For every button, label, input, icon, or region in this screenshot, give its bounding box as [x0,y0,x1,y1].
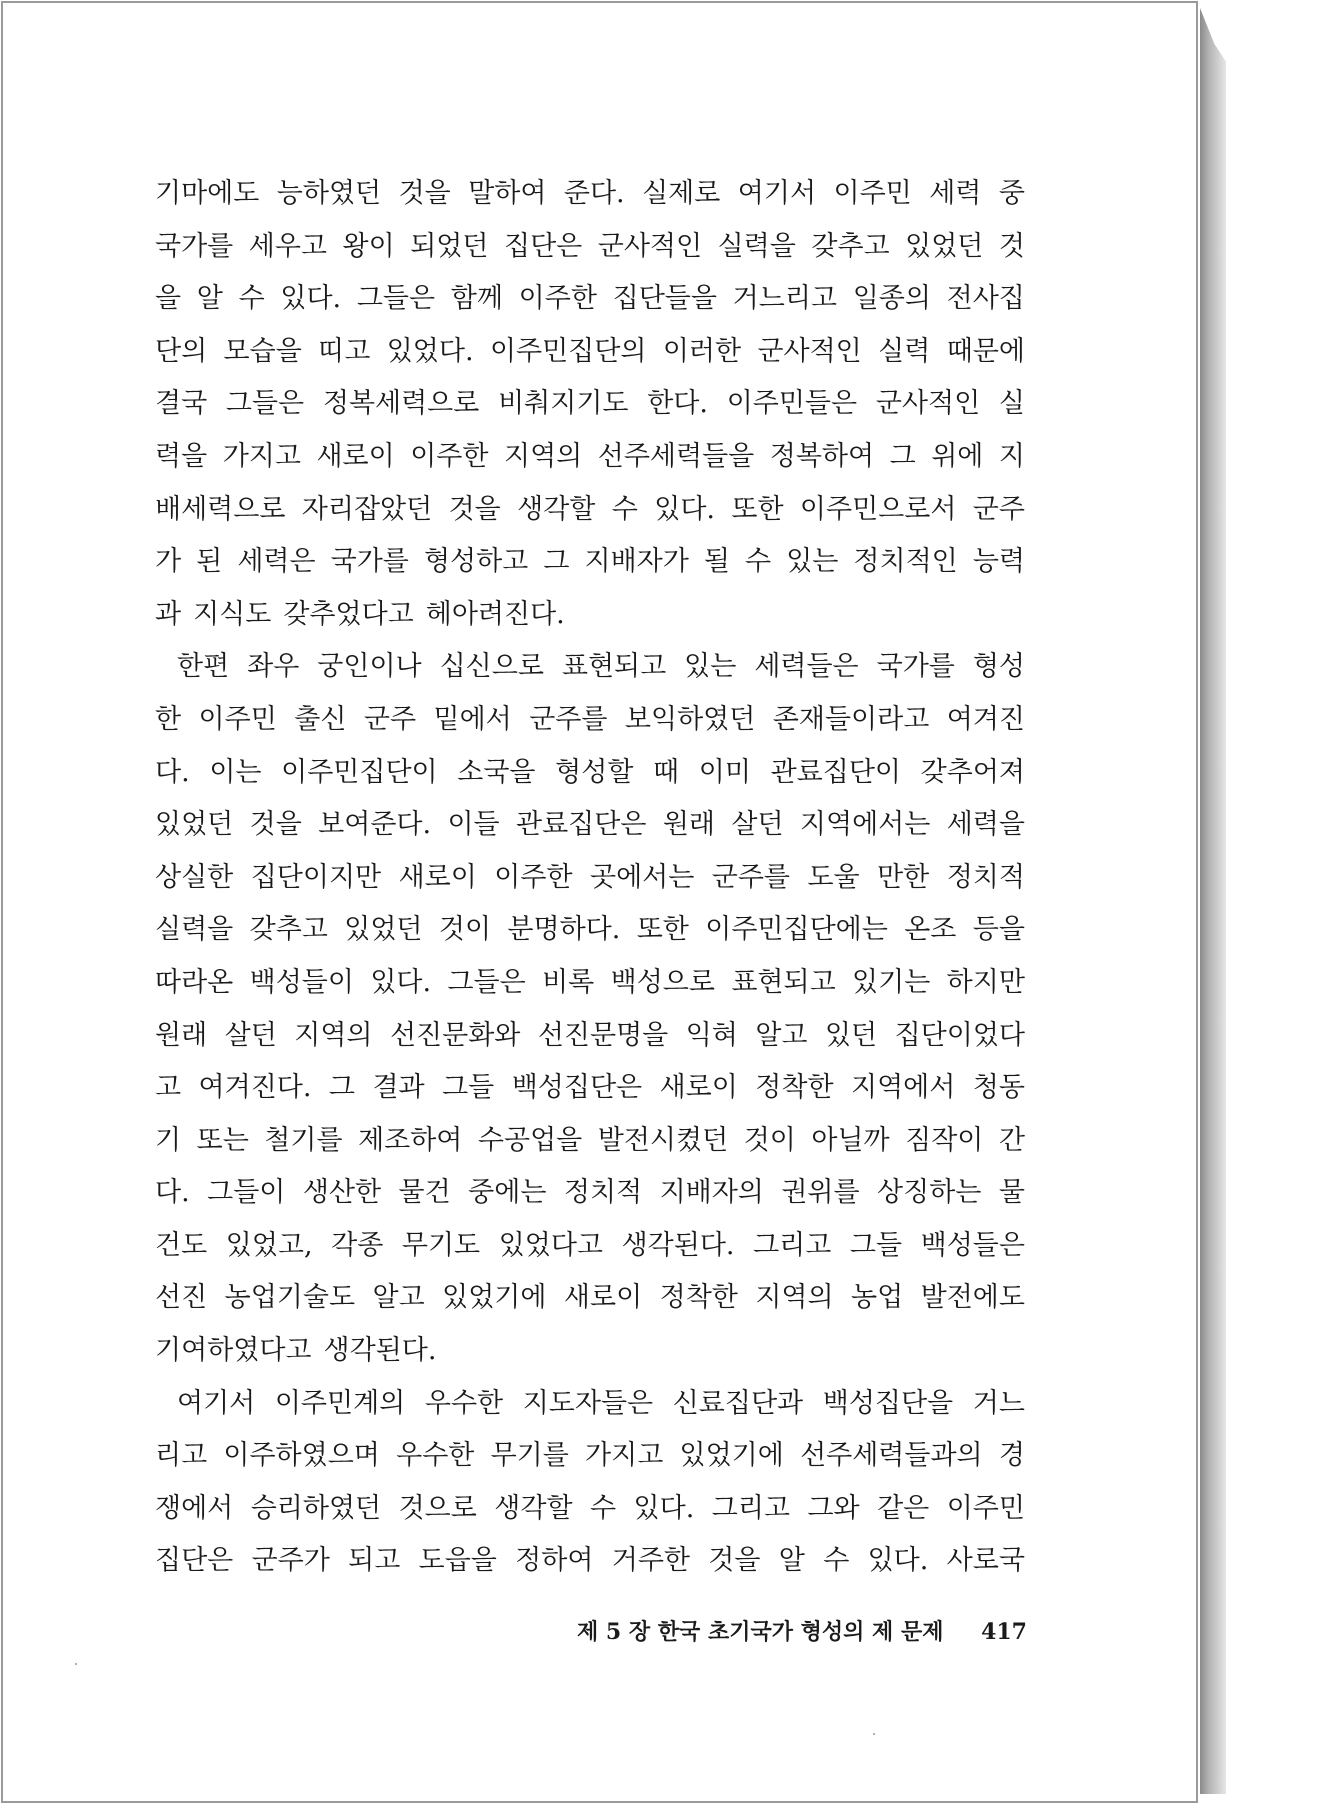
word: 있다. [654,493,715,525]
word: 결국 [155,388,208,420]
word: 정치적인 [853,546,958,578]
word: 헤아려진다. [425,598,565,630]
text-line [155,1272,1025,1325]
word: 그들은 [356,283,436,315]
word: 상실한 [155,861,234,893]
word: 생각된다. [323,1335,437,1367]
word: 거느 [972,1387,1025,1419]
word: 이주민집단에는 [705,914,888,946]
word: 기 [155,1124,182,1156]
word: 분명하다. [507,914,621,946]
word: 수 [238,283,265,315]
word: 철기를 [264,1124,343,1156]
word: 다. [155,756,190,788]
word: 군주 [972,493,1025,525]
text-line [155,1220,1025,1273]
word: 때 [653,756,680,788]
word: 승리하였던 [250,1492,382,1524]
word: 지 [998,440,1025,472]
word: 위에 [931,440,984,472]
word: 정착한 [659,1282,738,1314]
word: 정치적 [563,1177,643,1209]
text-line [155,641,1025,694]
word: 형성할 [555,756,634,788]
word: 있었던 [905,230,984,262]
word: 같은 [877,1492,930,1524]
word: 띠고 [318,335,371,367]
word: 선진문명을 [537,1019,669,1051]
text-line [155,852,1025,905]
text-line [155,904,1025,957]
word: 경 [998,1440,1025,1472]
word: 물건 [398,1177,451,1209]
word: 함께 [450,283,503,315]
word: 실제로 [642,178,721,209]
word: 관료집단은 [516,809,647,841]
word: 하지만 [946,966,1025,998]
word: 신료집단과 [672,1387,804,1419]
text-line [155,1115,1025,1168]
word: 정복하여 [769,440,875,472]
word: 있었기에 [679,1440,784,1472]
word: 거주한 [611,1545,690,1577]
running-title: 제 5 장 한국 초기국가 형성의 제 문제 [577,1619,944,1645]
word: 수공업을 [477,1124,583,1156]
word: 것을 [708,1545,761,1577]
word: 새로이 [659,1072,738,1104]
word: 상징하는 [877,1177,982,1209]
scan-speck [75,1663,77,1665]
word: 전사집 [946,283,1025,315]
word: 발전시켰던 [597,1124,729,1156]
word: 결과 [372,1072,425,1104]
word: 지배자의 [659,1177,764,1209]
word: 세력을 [946,809,1025,841]
word: 지역에서 [851,1072,956,1104]
word: 이주민들은 [726,388,858,420]
word: 갖추고 [811,230,890,262]
word: 도울 [807,861,860,893]
word: 정치적 [946,861,1025,893]
word: 집단이었다 [894,1019,1025,1051]
word: 각종 [331,1229,384,1261]
word: 권위를 [781,1177,860,1209]
word: 능력 [972,546,1025,578]
word: 것을 [448,493,501,525]
word: 한 [155,703,182,735]
word: 백성들은 [920,1229,1025,1261]
word: 것이 [438,914,492,946]
word: 알고 [755,1019,808,1051]
word: 세력들은 [754,651,859,683]
word: 알 [778,1545,805,1577]
text-line [155,1483,1025,1536]
word: 력을 [155,440,208,472]
page-edge-shadow [1200,8,1226,1794]
word: 이주하였으며 [223,1440,380,1472]
word: 되고 [348,1545,401,1577]
word: 이주민으로서 [799,493,957,525]
word: 한편 [177,651,230,683]
word: 수 [589,1492,617,1524]
page-number: 417 [981,1619,1027,1645]
word: 원래 [155,1019,208,1051]
word: 있다. [280,283,342,315]
text-line [155,326,1025,379]
word: 준다. [563,178,625,209]
word: 선진 [155,1282,208,1314]
word: 여겨진다. [198,1072,312,1104]
word: 있다. [370,966,432,998]
word: 있던 [824,1019,878,1051]
word: 정착한 [755,1072,834,1104]
word: 이주민집단이 [281,756,438,788]
word: 실력 [878,335,931,367]
word: 알 [196,283,223,315]
word: 갖추어져 [920,756,1025,788]
word: 있었고, [225,1229,313,1261]
word: 비록 [542,966,595,998]
word: 그 [543,546,570,578]
text-line [155,1378,1025,1431]
word: 여기서 [737,178,817,209]
word: 수 [823,1545,850,1577]
text-line [155,1062,1025,1115]
word: 등을 [972,914,1025,946]
word: 갖추었다고 [283,598,414,630]
word: 그 [889,440,916,472]
word: 표현되고 [731,966,836,998]
word: 밑에서 [433,703,512,735]
word: 있는 [684,651,737,683]
word: 일종의 [852,283,931,315]
word: 집단은 [503,230,583,262]
word: 농업기술도 [224,1282,356,1314]
word: 것 [998,230,1025,262]
word: 소국을 [457,756,536,788]
word: 이주한 [494,861,573,893]
word: 지역의 [503,440,583,472]
word: 백성집단은 [511,1072,643,1104]
word: 정복세력으로 [322,388,480,420]
word: 세력은 [237,546,316,578]
word: 세력 [929,178,982,209]
word: 알고 [372,1282,425,1314]
text-line [155,221,1025,274]
word: 익혀 [685,1019,738,1051]
word: 지도자들은 [522,1387,654,1419]
text-line [155,168,1025,221]
word: 말하여 [468,178,547,209]
word: 군주를 [711,861,791,893]
text-line [155,378,1025,431]
word: 고 [155,1072,182,1104]
word: 백성으로 [610,966,715,998]
word: 국가를 [330,546,409,578]
word: 그와 [807,1492,860,1524]
text-line [155,431,1025,484]
word: 자리잡았던 [301,493,433,525]
word: 짐작이 [905,1124,984,1156]
word: 또는 [196,1124,249,1156]
word: 모습을 [223,335,302,367]
word: 집단은 [155,1545,234,1577]
word: 형성 [972,651,1025,683]
word: 그들 [442,1072,495,1104]
word: 것을 [249,809,302,841]
word: 중 [998,178,1025,209]
word: 물 [998,1177,1025,1209]
word: 중에는 [468,1177,547,1209]
word: 을 [155,283,182,315]
word: 궁인이나 [317,651,422,683]
word: 있었다. [386,335,474,367]
word: 되었던 [410,230,489,262]
word: 살던 [731,809,784,841]
word: 그리고 [753,1229,832,1261]
text-line [155,484,1025,537]
word: 수 [745,546,772,578]
word: 간 [998,1124,1025,1156]
word: 십신으로 [439,651,544,683]
word: 선진문화와 [389,1019,521,1051]
word: 이주한 [410,440,489,472]
word: 또한 [636,914,689,946]
word: 새로이 [316,440,395,472]
word: 이들 [447,809,500,841]
word: 가 [155,546,182,578]
word: 만한 [877,861,930,893]
word: 발전에도 [920,1282,1025,1314]
text-line [155,589,1025,642]
word: 이주민 [833,178,912,209]
word: 있었던 [155,809,234,841]
word: 다. [155,1177,190,1209]
word: 때문에 [946,335,1025,367]
text-line [155,273,1025,326]
word: 지역에서는 [799,809,931,841]
body-text [155,168,1025,1588]
word: 거느리고 [732,283,837,315]
text-line [155,1535,1025,1588]
word: 표현되고 [561,651,667,683]
word: 실력을 [155,914,234,946]
word: 존재들이라고 [772,703,930,735]
word: 이주한 [518,283,597,315]
word: 백성들이 [249,966,354,998]
word: 농업 [851,1282,904,1314]
word: 가지고 [585,1440,664,1472]
word: 이미 [698,756,751,788]
word: 실력을 [717,230,796,262]
word: 이주민집단의 [489,335,647,367]
word: 국가를 [155,230,234,262]
word: 국가를 [876,651,955,683]
text-line [155,799,1025,852]
word: 있었다고 [498,1229,604,1261]
word: 실 [998,388,1025,420]
word: 지역의 [755,1282,834,1314]
word: 있기는 [852,966,931,998]
word: 그리고 [711,1492,790,1524]
word: 무기도 [401,1229,481,1261]
word: 이주민계의 [274,1387,406,1419]
word: 살던 [224,1019,277,1051]
word: 제조하여 [358,1124,463,1156]
scan-speck [873,1733,875,1735]
word: 정하여 [515,1545,594,1577]
word: 가지고 [222,440,301,472]
text-line [155,957,1025,1010]
word: 보여준다. [318,809,432,841]
word: 집단들을 [612,283,717,315]
word: 군사적인 [875,388,981,420]
word: 지역의 [294,1019,373,1051]
word: 쟁에서 [155,1492,234,1524]
word: 군주가 [251,1545,330,1577]
word: 좌우 [247,651,300,683]
word: 비춰지기도 [498,388,629,420]
word: 이러한 [662,335,742,367]
word: 보익하였던 [624,703,756,735]
word: 새로이 [398,861,477,893]
text-line [155,1325,1025,1378]
word: 된 [196,546,223,578]
word: 우수한 [424,1387,504,1419]
word: 생각할 [517,493,596,525]
word: 배세력으로 [155,493,286,525]
word: 청동 [972,1072,1025,1104]
word: 있었기에 [442,1282,547,1314]
word: 원래 [662,809,715,841]
word: 형성하고 [423,546,529,578]
word: 세우고 [248,230,328,262]
word: 수 [611,493,638,525]
text-line [155,536,1025,589]
word: 곳에서는 [589,861,695,893]
text-line [155,694,1025,747]
word: 관료집단이 [770,756,902,788]
text-line [155,1010,1025,1063]
word: 기여하였다고 [155,1335,312,1367]
text-line [155,1167,1025,1220]
word: 리고 [155,1440,208,1472]
word: 군사적인 [757,335,862,367]
page-footer [577,1615,1027,1646]
word: 이는 [209,756,262,788]
word: 집단이지만 [250,861,382,893]
word: 또한 [731,493,784,525]
word: 여겨진 [946,703,1025,735]
word: 이주민 [198,703,277,735]
word: 능하였던 [276,178,382,209]
word: 기마에도 [155,178,260,209]
word: 백성집단을 [822,1387,954,1419]
word: 과 [155,598,182,630]
word: 건도 [155,1229,208,1261]
word: 그들이 [207,1177,286,1209]
word: 선주세력들을 [597,440,755,472]
word: 지배자가 [584,546,689,578]
word: 지식도 [193,598,272,630]
text-line [155,1430,1025,1483]
word: 갖추고 [249,914,328,946]
word: 선주세력들과의 [800,1440,983,1472]
word: 우수한 [396,1440,475,1472]
word: 그 [328,1072,356,1104]
word: 있었던 [344,914,423,946]
word: 이주민 [946,1492,1025,1524]
word: 군사적인 [597,230,703,262]
text-line [155,747,1025,800]
word: 여기서 [177,1387,256,1419]
word: 될 [703,546,730,578]
word: 온조 [904,914,957,946]
word: 군주를 [529,703,608,735]
word: 군주 [363,703,417,735]
word: 새로이 [563,1282,643,1314]
word: 단의 [155,335,208,367]
word: 아닐까 [811,1124,890,1156]
word: 그들은 [447,966,526,998]
word: 것으로 [398,1492,477,1524]
word: 왕이 [342,230,395,262]
word: 것이 [743,1124,796,1156]
word: 사로국 [946,1545,1025,1577]
word: 그들은 [225,388,305,420]
word: 생산한 [302,1177,382,1209]
word: 그들 [849,1229,903,1261]
word: 생각할 [494,1492,573,1524]
word: 무기를 [490,1440,569,1472]
word: 한다. [647,388,708,420]
word: 있는 [786,546,839,578]
word: 있다. [867,1545,929,1577]
book-page [1,1,1198,1803]
word: 것을 [398,178,451,209]
word: 출신 [294,703,347,735]
word: 도읍을 [418,1545,497,1577]
word: 따라온 [155,966,234,998]
word: 있다. [633,1492,695,1524]
word: 생각된다. [621,1229,735,1261]
